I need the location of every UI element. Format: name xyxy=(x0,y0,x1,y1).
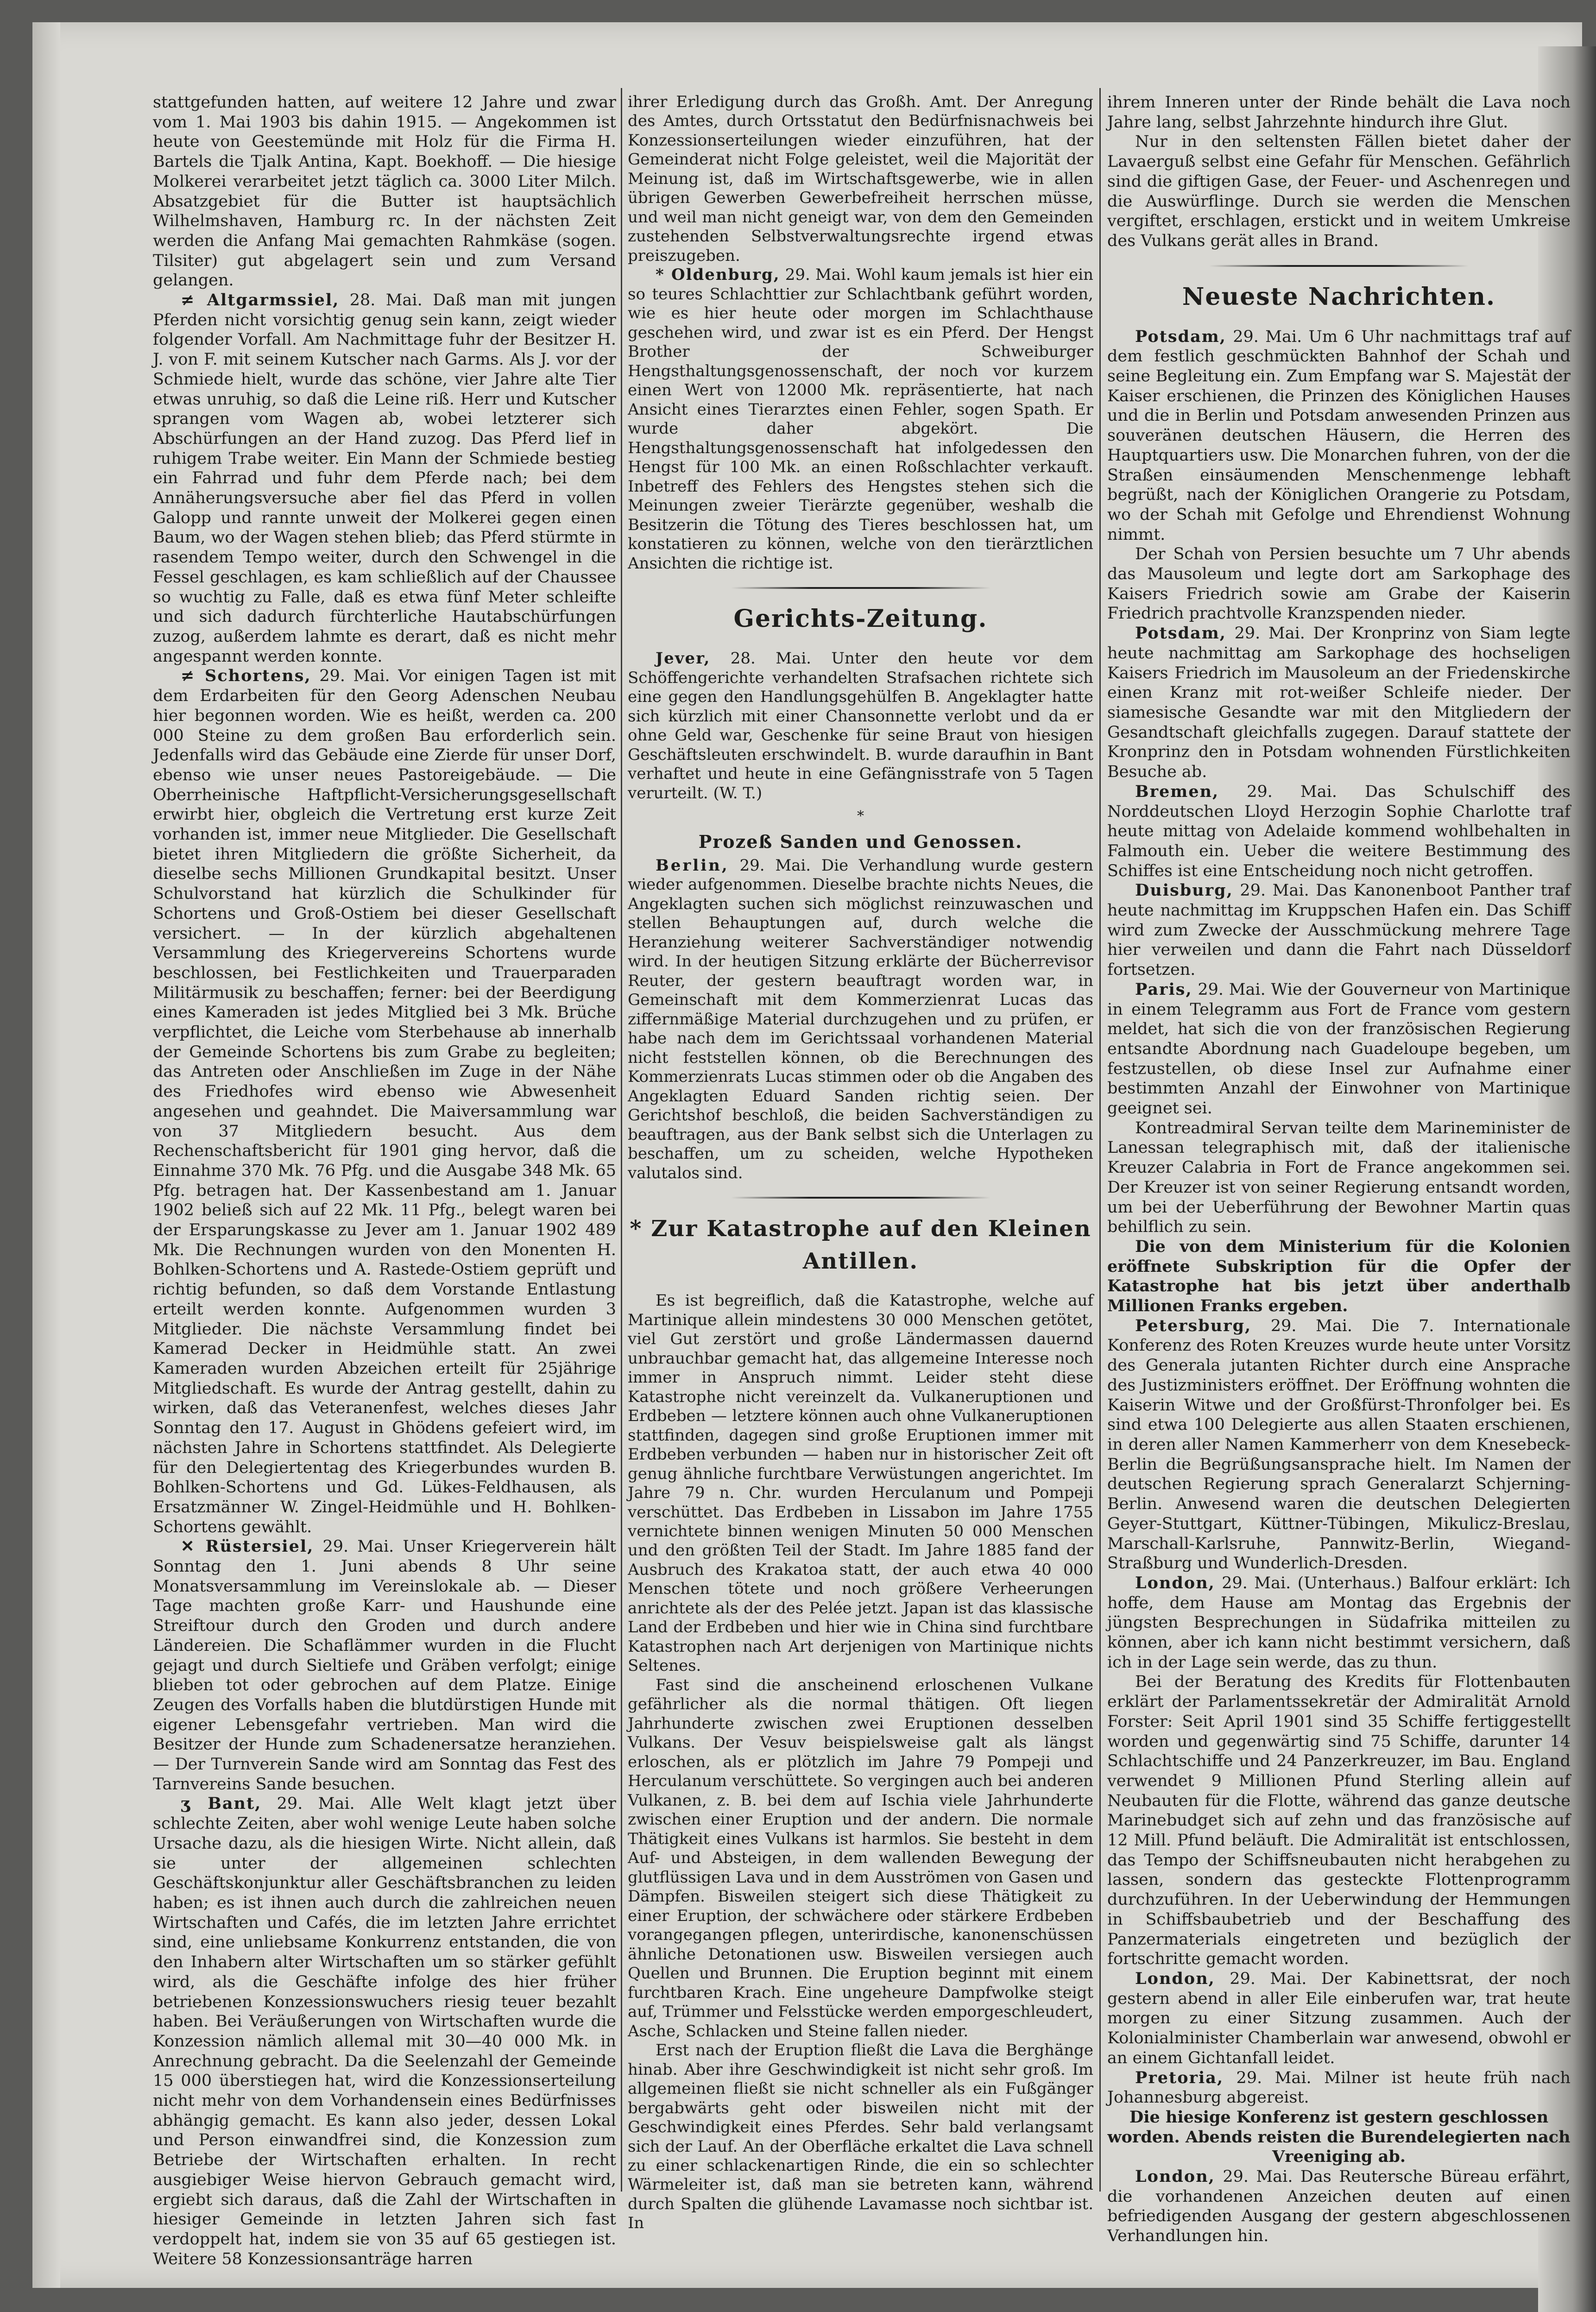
article-text: Der Schah von Persien besuchte um 7 Uhr abends das Mausoleum und legte dort am Sarkophage des Kaisers Friedrich sowie am Grabe der Kaiserin Friedrich prachtvolle Kranzspenden nieder. xyxy=(1107,545,1571,623)
article-text: 29. Mai. Alle Welt klagt jetzt über schlechte Zeiten, aber wohl wenige Leute haben solche Ursache dazu, als die hiesigen Wirte. Nicht allein, daß sie unter der allgemeinen schlechten Geschäftskonjunktur aller Geschäftsbranchen zu leiden haben; es ist ihnen auch durch die zahlreichen neuen Wirtschaften und Cafés, die im letzten Jahre errichtet sind, eine unliebsame Konkurrenz entstanden, die von den Inhabern alter Wirtschaften um so stärker gefühlt wird, als die Geschäfte infolge des hier früher betriebenen Konzessionswuchers riesig teuer bezahlt haben. Bei Veräußerungen von Wirtschaften wurde die Konzession nämlich allemal mit 30—40 000 Mk. in Anrechnung gebracht. Da die Seelenzahl der Gemeinde 15 000 überstiegen hat, wird die Konzessionserteilung nicht mehr von dem Vorhandensein eines Bedürfnisses abhängig gemacht. Es kann also jeder, dessen Lokal und Person einwandfrei sind, die Konzession zum Betriebe der Wirtschaften erhalten. In recht ausgiebiger Weise hiervon Gebrauch gemacht wird, ergiebt sich daraus, daß die Zahl der Wirtschaften in hiesiger Gemeinde in letzten Jahren sich fast verdoppelt hat, indem sie von 35 auf 65 gestiegen ist. Weitere 58 Konzessionsanträge harren xyxy=(153,1794,616,2268)
article-ruestersiel xyxy=(153,1537,616,1794)
dateline: Bremen, xyxy=(1135,782,1219,801)
dateline: ≠ Altgarmssiel, xyxy=(181,291,340,310)
article-text: 29. Mai. Das Schulschiff des Norddeutschen Lloyd Herzogin Sophie Charlotte traf heute mittag von Adelaide kommend wohlbehalten in Falmouth ein. Ueber die weitere Bestimmung des Schiffes ist eine Entscheidung noch nicht getroffen. xyxy=(1107,782,1571,880)
dateline: London, xyxy=(1135,1969,1215,1988)
article-paragraph: Fast sind die anscheinend erloschenen Vulkane gefährlicher als die normal thätigen. Oft liegen Jahrhunderte zwischen zwei Eruptionen desselben Vulkans. Der Vesuv beispielsweise galt als längst erloschen, als er plötzlich im Jahre 79 Pompeji und Herculanum verschüttete. So vergingen auch bei anderen Vulkanen, z. B. bei dem auf Ischia viele Jahrhunderte zwischen einer Eruption und der andern. Die normale Thätigkeit eines Vulkans ist harmlos. Sie besteht in dem Auf- und Absteigen, in dem wallenden Bewegung der glutflüssigen Lava und in dem Ausströmen von Gasen und Dämpfen. Bisweilen steigert sich diese Thätigkeit zu einer Eruption, der schwächere oder stärkere Erdbeben vorangegangen pflegen, unterirdische, kanonenschüssen ähnliche Detonationen usw. Bisweilen versiegen auch Quellen und Brunnen. Die Eruption beginnt mit einem furchtbaren Krach. Eine ungeheure Dampfwolke steigt auf, Trümmer und Felsstücke werden emporgeschleudert, Asche, Schlacken und Steine fallen nieder. xyxy=(628,1675,1093,2040)
article-text: 29. Mai. Der Kronprinz von Siam legte heute nachmittag am Sarkophage des hochseligen Kaisers Friedrich im Mausoleum an der Friedenskirche einen Kranz mit rot-weißer Schleife nieder. Der siamesische Gesandte war mit den Mitgliedern der Gesandtschaft gleichfalls zugegen. Darauf stattete der Kronprinz den in Potsdam wohnenden Fürstlichkeiten Besuche ab. xyxy=(1107,624,1571,782)
article-bant xyxy=(153,1794,616,2269)
dateline: Jever, xyxy=(656,649,711,668)
dateline: Potsdam, xyxy=(1135,624,1226,643)
dateline: Duisburg, xyxy=(1135,881,1233,900)
article-text: 29. Mai. Wohl kaum jemals ist hier ein so teures Schlachttier zur Schlachtbank geführt worden, wie es hier heute oder morgen im Schlachthause geschehen wird, und zwar ist es ein Pferd. Der Hengst Brother der Schweiburger Hengsthaltungsgenossenschaft, der noch vor kurzem einen Wert von 12000 Mk. repräsentierte, hat nach Ansicht eines Tierarztes einen Fehler, sogen Spath. Er wurde daher abgekört. Die Hengsthaltungsgenossenschaft hat infolgedessen den Hengst für 100 Mk. an einen Roßschlachter verkauft. Inbetreff des Fehlers des Hengstes stehen sich die Meinungen zweier Tierärzte gegenüber, weshalb die Besitzerin die Tötung des Tieres beschlossen hat, um konstatieren zu können, welche von den tierärztlichen Ansichten die richtige ist. xyxy=(628,265,1093,573)
subheading-prozess: Prozeß Sanden und Genossen. xyxy=(698,831,1023,853)
dateline: ✕ Rüstersiel, xyxy=(181,1537,314,1556)
news-item xyxy=(1107,881,1571,980)
dateline: Pretoria, xyxy=(1135,2068,1224,2087)
news-item xyxy=(1107,1969,1571,2068)
article-text: 29. Mai. Der Kabinettsrat, der noch gestern abend in aller Eile einberufen war, trat heute morgen zu einer Sitzung zusammen. Auch der Kolonialminister Chamberlain war anwesend, obwohl er an einem Gichtanfall leidet. xyxy=(1107,1969,1571,2067)
section-heading-gerichts-zeitung: Gerichts-Zeitung. xyxy=(733,605,988,633)
news-item xyxy=(1107,1118,1571,1237)
article-schortens xyxy=(153,666,616,1537)
dateline: Paris, xyxy=(1135,979,1192,999)
article-paragraph: ihrer Erledigung durch das Großh. Amt. Der Anregung des Amtes, durch Ortsstatut den Bedürfnisnachweis bei Konzessionserteilungen wieder einzuführen, hat der Gemeinderat nicht Folge geleistet, weil die Majorität der Meinung ist, daß im Wirtschaftsgewerbe, wie in allen übrigen Gewerben Gewerbefreiheit herrschen müsse, und weil man nicht geneigt war, von dem den Gemeinden zustehenden Selbstverwaltungsrechte irgend etwas preiszugeben. xyxy=(628,93,1093,265)
dateline: Berlin, xyxy=(656,856,729,875)
dateline: ≠ Schortens, xyxy=(181,666,311,686)
news-item xyxy=(1107,1237,1571,1316)
column-rule-1 xyxy=(621,88,622,2192)
news-item xyxy=(1107,327,1571,545)
article-text: 29. Mai. Vor einigen Tagen ist mit dem Erdarbeiten für den Georg Adenschen Neubau hier begonnen worden. Wie es heißt, werden ca. 200 000 Steine zu dem großen Bau erforderlich sein. Jedenfalls wird das Gebäude eine Zierde für unser Dorf, ebenso wie unser neues Pastoreigebäude. — Die Oberrheinische Haftpflicht-Versicherungsgesellschaft erwirbt hier, obgleich die Vertretung erst kurze Zeit vorhanden ist, immer neue Mitglieder. Die Gesellschaft bietet ihren Mitgliedern die größte Sicherheit, da dieselbe sechs Millionen Grundkapital besitzt. Unser Schulvorstand hat kürzlich die Schulkinder für Schortens und Groß-Ostiem bei dieser Gesellschaft versichert. — In der kürzlich abgehaltenen Versammlung des Kriegervereins Schortens wurde beschlossen, bei Festlichkeiten und Trauerparaden Militärmusik zu beschaffen; ferner: bei der Beerdigung eines Kameraden ist jedes Mitglied bei 3 Mk. Brüche verpflichtet, die Leiche vom Sterbehause ab innerhalb der Gemeinde Schortens bis zum Grabe zu begleiten; das Antreten oder Anschließen im Zuge in der Nähe des Friedhofes wird ebenso wie Abwesenheit angesehen und geahndet. Die Maiversammlung war von 37 Mitgliedern besucht. Aus dem Rechenschaftsbericht für 1901 ging hervor, daß die Einnahme 370 Mk. 76 Pfg. und die Ausgabe 348 Mk. 65 Pfg. betragen hat. Der Kassenbestand am 1. Januar 1902 beließ sich auf 22 Mk. 11 Pfg., belegt waren bei der Ersparungskasse zu Jever am 1. Januar 1902 489 Mk. Die Rechnungen wurden von den Monenten H. Bohlken-Schortens und A. Rastede-Ostiem geprüft und richtig befunden, so daß dem Vorstande Entlastung erteilt werden konnte. Aufgenommen wurden 3 Mitglieder. Die nächste Versammlung findet bei Kamerad Decker in Heidmühle statt. An zwei Kameraden wurden Abzeichen erteilt für 25jährige Mitgliedschaft. Es wurde der Antrag gestellt, dahin zu wirken, daß das Veteranenfest, welches dieses Jahr Sonntag den 17. August in Ghödens gefeiert wird, im nächsten Jahre in Schortens stattfindet. Als Delegierte für den Delegiertentag des Kriegerbundes wurden B. Bohlken-Schortens und Gd. Lükes-Feldhausen, als Ersatzmänner W. Zingel-Heidmühle und H. Bohlken-Schortens gewählt. xyxy=(153,667,616,1536)
news-item xyxy=(1107,1316,1571,1573)
section-heading-neueste-nachrichten: Neueste Nachrichten. xyxy=(1182,282,1496,311)
column-3 xyxy=(1107,93,1571,2246)
article-berlin xyxy=(628,856,1093,1183)
column-1 xyxy=(153,93,616,2269)
dateline: Petersburg, xyxy=(1135,1316,1252,1335)
article-text: 29. Mai. Das Reutersche Büreau erfährt, die vorhandenen Anzeichen deuten auf einen befriedigenden Ausgang der gestern abgeschlossenen Verhandlungen hin. xyxy=(1107,2167,1571,2246)
article-text: 29. Mai. Die 7. Internationale Konferenz des Roten Kreuzes wurde heute unter Vorsitz des Generala jutanten Richter durch eine Ansprache des Justizministers eröffnet. Der Eröffnung wohnten die Kaiserin Witwe und der Großfürst-Thronfolger bei. Es sind etwa 100 Delegierte aus allen Staaten erschienen, in deren aller Namen Kammerherr von dem Knesebeck-Berlin die Begrüßungsansprache hielt. Im Namen der deutschen Regierung sprach Generalarzt Schjerning-Berlin. Anwesend waren die deutschen Delegierten Geyer-Stuttgart, Küttner-Tübingen, Mikulicz-Breslau, Marschall-Karlsruhe, Pannwitz-Berlin, Wiegand-Straßburg und Wunderlich-Dresden. xyxy=(1107,1316,1571,1573)
news-item xyxy=(1107,2108,1571,2167)
article-text: 29. Mai. Wie der Gouverneur von Martinique in einem Telegramm aus Fort de France vom gestern meldet, hat sich die von der französischen Regierung entsandte Abordnung nach Guadeloupe begeben, um festzustellen, ob diese Insel zur Aufnahme einer bestimmten Anzahl der Einwohner von Martinique geeignet sei. xyxy=(1107,980,1571,1118)
article-text: 29. Mai. Das Kanonenboot Panther traf heute nachmittag im Kruppschen Hafen ein. Das Schiff wird zum Zwecke der Ausschmückung mehrere Tage hier verweilen und dann die Fahrt nach Düsseldorf fortsetzen. xyxy=(1107,881,1571,979)
article-text: 29. Mai. Milner ist heute früh nach Johannesburg abgereist. xyxy=(1107,2068,1571,2107)
dateline: London, xyxy=(1135,2167,1215,2186)
news-item xyxy=(1107,624,1571,782)
news-item xyxy=(1107,980,1571,1118)
article-paragraph: Nur in den seltensten Fällen bietet daher der Lavaerguß selbst eine Gefahr für Menschen. Gefährlich sind die giftigen Gase, der Feuer- und Aschenregen und die Auswürflinge. Durch sie werden die Menschen vergiftet, erschlagen, erstickt und in weitem Umkreise des Vulkans gerät alles in Brand. xyxy=(1107,133,1571,250)
article-text: Die hiesige Konferenz ist gestern geschlossen worden. Abends reisten die Burendelegierten nach Vreeniging ab. xyxy=(1107,2107,1571,2167)
article-text: Bei der Beratung des Kredits für Flottenbauten erklärt der Parlamentssekretär der Admiralität Arnold Forster: Seit April 1901 sind 35 Schiffe fertiggestellt worden und gegenwärtig sind 75 Schiffe, darunter 14 Schlachtschiffe und 24 Panzerkreuzer, im Bau. England verwendet 9 Millionen Pfund Sterling allein auf Neubauten für die Flotte, während das ganze deutsche Marinebudget sich auf zehn und das französische auf 12 Mill. Pfund beläuft. Die Admiralität ist entschlossen, das Tempo der Schiffsneubauten nicht herabgehen zu lassen, sondern das gesteckte Flottenprogramm durchzuführen. In der Ueberwindung der Hemmungen in Schiffsbaubetrieb und der Beschaffung des Panzermaterials eingetreten und bezüglich der fortschritte gemacht worden. xyxy=(1107,1673,1571,1969)
news-item xyxy=(1107,1672,1571,1969)
article-text: 28. Mai. Daß man mit jungen Pferden nicht vorsichtig genug sein kann, zeigt wieder folgender Vorfall. Am Nachmittage fuhr der Besitzer H. J. von F. mit seinem Kutscher nach Garms. Als J. vor der Schmiede hielt, wurde das schöne, vier Jahre alte Tier etwas unruhig, so daß die Leine riß. Herr und Kutscher sprangen vom Wagen ab, wobei letzterer sich Abschürfungen an der Hand zuzog. Das Pferd lief in ruhigem Trabe weiter. Ein Mann der Schmiede bestieg ein Fahrrad und fuhr dem Pferde nach; bei dem Annäherungsversuche aber fiel das Pferd in vollen Galopp und rannte unweit der Molkerei gegen einen Baum, wo der Wagen stehen blieb; das Pferd stürmte in rasendem Tempo weiter, durch den Schwengel in die Fessel geschlagen, es kam schließlich auf der Chaussee so wuchtig zu Falle, daß es etwa fünf Meter schleifte und sich dadurch fürchterliche Hautabschürfungen zuzog, außerdem lahmte es derart, daß es nicht mehr angespannt werden konnte. xyxy=(153,291,616,666)
column-2 xyxy=(628,93,1093,2233)
separator-star: * xyxy=(857,808,864,824)
column-rule-2 xyxy=(1099,88,1101,2192)
article-text: Kontreadmiral Servan teilte dem Marineminister de Lanessan telegraphisch mit, daß der italienische Kreuzer Calabria in Fort de France angekommen sei. Der Kreuzer ist von seiner Regierung entsandt worden, um bei der Ueberführung der Bewohner Martin quas behilflich zu sein. xyxy=(1107,1118,1571,1237)
article-jever xyxy=(628,649,1093,803)
article-text: Die von dem Ministerium für die Kolonien eröffnete Subskription für die Opfer der Katastrophe hat bis jetzt über anderthalb Millionen Franks ergeben. xyxy=(1107,1237,1571,1316)
article-paragraph: stattgefunden hatten, auf weitere 12 Jahre und zwar vom 1. Mai 1903 bis dahin 1915. — Angekommen ist heute von Geestemünde mit Holz für die Firma H. Bartels die Tjalk Antina, Kapt. Boekhoff. — Die hiesige Molkerei verarbeitet jetzt täglich ca. 3000 Liter Milch. Absatzgebiet für die Butter ist hauptsächlich Wilhelmshaven, Hamburg rc. In der nächsten Zeit werden die Anfang Mai gemachten Rahmkäse (sogen. Tilsiter) gut abgelagert sein und zum Versand gelangen. xyxy=(153,93,616,290)
news-item xyxy=(1107,1573,1571,1673)
page-left-edge xyxy=(32,22,60,2288)
article-text: 28. Mai. Unter den heute vor dem Schöffengerichte verhandelten Strafsachen richtete sich eine gegen den Handlungsgehülfen B. Angeklagter hatte sich kürzlich mit einer Chansonnette verlobt und da er ohne Geld war, Geschenke für seine Braut von hiesigen Geschäftsleuten erschwindelt. B. wurde daraufhin in Bant verhaftet und heute in eine Gefängnisstrafe von 5 Tagen verurteilt. (W. T.) xyxy=(628,649,1094,802)
article-altgarmssiel xyxy=(153,291,616,666)
dateline: Potsdam, xyxy=(1135,327,1226,346)
dateline: * Oldenburg, xyxy=(656,265,780,284)
article-text: 29. Mai. Um 6 Uhr nachmittags traf auf dem festlich geschmückten Bahnhof der Schah und seine Begleitung ein. Zum Empfang war S. Majestät der Kaiser erschienen, die Prinzen des Königlichen Hauses und die in Berlin und Potsdam anwesenden Prinzen aus souveränen deutschen Häusern, die Herren des Hauptquartiers usw. Die Monarchen fuhren, von der die Straßen einsäumenden Menschenmenge lebhaft begrüßt, nach der Königlichen Orangerie zu Potsdam, wo der Schah mit Gefolge und Ehrendienst Wohnung nimmt. xyxy=(1107,327,1571,544)
article-paragraph: ihrem Inneren unter der Rinde behält die Lava noch Jahre lang, selbst Jahrzehnte hindurch ihre Glut. xyxy=(1107,93,1571,132)
section-divider xyxy=(1209,265,1469,267)
article-text: 29. Mai. Die Verhandlung wurde gestern wieder aufgenommen. Dieselbe brachte nichts Neues, die Angeklagten suchen sich möglichst reinzuwaschen und stellen Behauptungen auf, durch welche die Heranziehung weiterer Sachverständiger notwendig wird. In der heutigen Sitzung erklärte der Bücherrevisor Reuter, der gestern beauftragt worden war, in Gemeinschaft mit dem Kommerzienrat Lucas das ziffernmäßige Material durchzugehen und zu prüfen, er habe nach dem im Gerichtssaal vorhandenen Material nicht feststellen können, ob die Berechnungen des Kommerzienrats Lucas stimmen oder ob die Angaben des Angeklagten Eduard Sanden richtig seien. Der Gerichtshof beschloß, die beiden Sachverständigen zu beauftragen, aus der Bank selbst sich die Unterlagen zu beschaffen, um zu scheiden, welche Hypotheken valutalos sind. xyxy=(628,856,1093,1182)
section-divider xyxy=(731,1197,990,1199)
dateline: ʒ Bant, xyxy=(181,1794,262,1813)
article-text: 29. Mai. (Unterhaus.) Balfour erklärt: Ich hoffe, dem Hause am Montag das Ergebnis der jüngsten Besprechungen in Südafrika mitteilen zu können, aber ich kann nicht bestimmt versichern, daß ich in der Lage sein werde, das zu thun. xyxy=(1107,1573,1571,1672)
dateline: London, xyxy=(1135,1573,1215,1592)
news-item xyxy=(1107,544,1571,624)
article-oldenburg xyxy=(628,265,1093,573)
article-paragraph: Erst nach der Eruption fließt die Lava die Berghänge hinab. Aber ihre Geschwindigkeit ist nicht sehr groß. Im allgemeinen fließt sie nicht schneller als ein Fußgänger bergabwärts geht oder bisweilen nicht mit der Geschwindigkeit eines Pferdes. Sehr bald verlangsamt sich der Lauf. An der Oberfläche erkaltet die Lava schnell zu einer schlackenartigen Rinde, die ein so schlechter Wärmeleiter ist, daß man sie betreten kann, während durch Spalten die glühende Lavamasse noch sichtbar ist. In xyxy=(628,2041,1093,2233)
section-heading-antillen: * Zur Katastrophe auf den Kleinen Antillen. xyxy=(630,1216,1091,1275)
article-text: 29. Mai. Unser Kriegerverein hält Sonntag den 1. Juni abends 8 Uhr seine Monatsversammlung im Vereinslokale ab. — Dieser Tage machten große Karr- und Haushunde eine Streiftour durch den Groden und durch andere Ländereien. Die Schaflämmer wurden in die Flucht gejagt und durch Sieltiefe und Gräben verfolgt; einige blieben tot oder gebrochen auf dem Platze. Einige Zeugen des Vorfalls haben die blutdürstigen Hunde mit eigener Lebensgefahr vertrieben. Man wird die Besitzer der Hunde zum Schadenersatze heranziehen. — Der Turnverein Sande wird am Sonntag das Fest des Tarnvereins Sande besuchen. xyxy=(153,1537,616,1794)
news-item xyxy=(1107,782,1571,881)
news-item xyxy=(1107,2167,1571,2246)
section-divider xyxy=(731,587,990,589)
article-paragraph: Es ist begreiflich, daß die Katastrophe, welche auf Martinique allein mindestens 30 000 Menschen getötet, viel Gut zerstört und große Ländermassen dauernd unbrauchbar gemacht hat, das allgemeine Interesse noch immer in Anspruch nimmt. Leider steht diese Katastrophe nicht vereinzelt da. Vulkaneruptionen und Erdbeben — letztere können auch ohne Vulkaneruptionen stattfinden, dagegen sind große Eruptionen immer mit Erdbeben verbunden — haben nur in historischer Zeit oft genug ähnliche furchtbare Verwüstungen angerichtet. Im Jahre 79 n. Chr. wurden Herculanum und Pompeji verschüttet. Das Erdbeben in Lissabon im Jahre 1755 vernichtete binnen wenigen Minuten 50 000 Menschen und den größten Teil der Stadt. Im Jahre 1885 fand der Ausbruch des Krakatoa statt, der auch etwa 40 000 Menschen tötete und noch größere Verheerungen anrichtete als der des Pelée jetzt. Japan ist das klassische Land der Erdbeben und hier wie in China sind furchtbare Katastrophen nach Art derjenigen von Martinique nichts Seltenes. xyxy=(628,1291,1093,1675)
news-item xyxy=(1107,2068,1571,2108)
